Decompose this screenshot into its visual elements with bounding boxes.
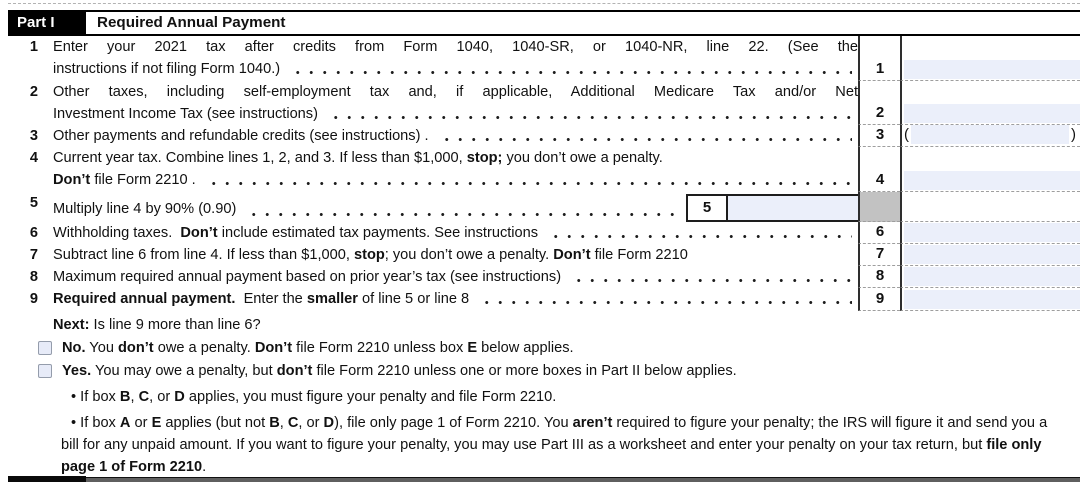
line-2-text — [8, 81, 858, 125]
text: , — [130, 389, 139, 405]
line-2-amount-field[interactable] — [904, 104, 1080, 123]
line-3-amount-cell — [900, 125, 1080, 147]
form-line-5 — [8, 192, 1080, 222]
line-1-amount-cell — [900, 36, 1080, 81]
line-6-amount-cell — [900, 222, 1080, 244]
text: file Form 2210 . — [90, 172, 196, 188]
bold-text: D — [174, 389, 185, 405]
text-line-content — [53, 288, 469, 310]
bold-text: aren’t — [572, 415, 613, 431]
bold-text: Yes. — [62, 363, 92, 379]
line-2-item-number: 2 — [29, 84, 38, 100]
text: , — [279, 415, 288, 431]
text-line-content — [53, 58, 280, 80]
line-6-box-number: 6 — [858, 222, 900, 244]
bullet-item — [61, 412, 1052, 478]
text: Multiply line 4 by 90% (0.90) — [53, 201, 237, 217]
line-7-amount-field[interactable] — [904, 245, 1080, 264]
line-1-box-number: 1 — [858, 36, 900, 81]
line-5-item-number: 5 — [29, 195, 38, 211]
text-line — [53, 125, 858, 147]
yes-checkbox[interactable] — [38, 364, 52, 378]
next-question — [8, 314, 1080, 336]
yes-label — [62, 360, 1080, 382]
line-8-amount-cell — [900, 266, 1080, 288]
text-line-content — [53, 266, 561, 288]
text-line — [53, 58, 858, 80]
dot-leader — [243, 200, 680, 222]
no-option-row — [8, 337, 1080, 359]
line-9-amount-field[interactable] — [904, 290, 1080, 309]
open-paren: ( — [904, 126, 909, 143]
line-7-box-number: 7 — [858, 244, 900, 266]
dot-leader — [287, 58, 852, 80]
text: include estimated tax payments. See instructions — [217, 225, 539, 241]
line-7-item-number: 7 — [29, 247, 38, 263]
next-options — [8, 337, 1080, 382]
line-5-inline-number: 5 — [688, 196, 728, 220]
text: • If box — [71, 415, 120, 431]
text: , or — [149, 389, 175, 405]
bold-text: don’t — [118, 340, 154, 356]
bold-text: E — [467, 340, 478, 356]
line-7-amount-cell — [900, 244, 1080, 266]
bold-text: C — [287, 415, 299, 431]
text: Investment Income Tax (see instructions) — [53, 106, 318, 122]
part1-label: Part I — [8, 12, 86, 34]
text: file Form 2210 unless box — [292, 340, 468, 356]
page-top-divider — [8, 3, 1080, 4]
bold-text: B — [269, 415, 280, 431]
close-paren: ) — [1071, 126, 1076, 143]
form-line-4 — [8, 147, 1080, 192]
bold-text: smaller — [306, 291, 358, 307]
line-5-amount-cell — [900, 192, 1080, 222]
text: Subtract line 6 from line 4. If less than $1,000, — [53, 247, 354, 263]
line-1-item-number: 1 — [29, 39, 38, 55]
bold-text: D — [323, 415, 335, 431]
line-8-item-number: 8 — [29, 269, 38, 285]
part1-header — [8, 10, 1080, 36]
text: file Form 2210 unless one or more boxes in Part II below applies. — [312, 363, 737, 379]
text: instructions if not filing Form 1040.) — [53, 61, 281, 77]
line-4-amount-cell — [900, 147, 1080, 192]
bold-text: Required annual payment. — [53, 291, 236, 307]
part2-label-stub — [8, 476, 86, 482]
text: Is line 9 more than line 6? — [89, 317, 261, 333]
bold-text: A — [119, 415, 131, 431]
text-line-content — [53, 103, 318, 125]
text-line-content — [53, 169, 196, 191]
text: ), file only page 1 of Form 2210. You — [334, 415, 573, 431]
bold-text: Don’t — [180, 225, 218, 241]
text: Enter your 2021 tax after credits from Form 1040, 1040-SR, or 1040-NR, line 22. (See the — [53, 39, 858, 55]
text: Current year tax. Combine lines 1, 2, and 3. If less than $1,000, — [53, 150, 467, 166]
text-line-content — [53, 222, 538, 244]
bold-text: file only page 1 of Form 2210 — [61, 437, 1046, 475]
text: Other taxes, including self-employment tax and, if applicable, Additional Medicare Tax and/or Net — [53, 84, 858, 100]
text: • If box — [71, 389, 120, 405]
text: below applies. — [477, 340, 574, 356]
line-4-text — [8, 147, 858, 192]
text: You — [85, 340, 118, 356]
form-line-2 — [8, 81, 1080, 125]
text: you don’t owe a penalty. — [502, 150, 663, 166]
line-5-inline-box — [686, 194, 858, 222]
text: Maximum required annual payment based on prior year’s tax (see instructions) — [53, 269, 562, 285]
part1-table — [8, 36, 1080, 311]
text: or — [130, 415, 152, 431]
line-8-box-number: 8 — [858, 266, 900, 288]
bold-text: Don’t — [553, 247, 591, 263]
dot-leader — [568, 266, 852, 288]
instruction-bullets — [8, 386, 1080, 478]
line-2-amount-cell — [900, 81, 1080, 125]
dot-leader — [203, 169, 852, 191]
line-4-item-number: 4 — [29, 150, 38, 166]
line-9-amount-cell — [900, 288, 1080, 311]
text-line — [53, 244, 858, 266]
line-9-text — [8, 288, 858, 311]
bold-text: Next: — [53, 317, 90, 333]
part2-header-stub — [8, 476, 1080, 482]
text: applies (but not — [161, 415, 270, 431]
line-3-item-number: 3 — [29, 128, 38, 144]
line-6-amount-field[interactable] — [904, 223, 1080, 242]
line-2-box-number: 2 — [858, 81, 900, 125]
text: applies, you must figure your penalty and file Form 2210. — [184, 389, 557, 405]
form-line-9 — [8, 288, 1080, 311]
dot-leader — [436, 125, 852, 147]
bullet-item — [61, 386, 1052, 408]
text: of line 5 or line 8 — [357, 291, 470, 307]
dot-leader — [325, 103, 852, 125]
text-line — [53, 266, 858, 288]
line-3-box-number: 3 — [858, 125, 900, 147]
line-7-text — [8, 244, 858, 266]
line-6-text — [8, 222, 858, 244]
line-1-text — [8, 36, 858, 81]
form-line-6 — [8, 222, 1080, 244]
part2-bar-stub — [86, 477, 1080, 482]
line-6-item-number: 6 — [29, 225, 38, 241]
line-3-text — [8, 125, 858, 147]
text-line — [53, 169, 858, 191]
form-line-1 — [8, 36, 1080, 81]
text-line — [53, 81, 858, 103]
text: . — [202, 459, 207, 475]
text-line — [53, 222, 858, 244]
text-line-content — [53, 125, 429, 147]
text: required to figure your penalty; the IRS will figure it and send you a bill for any unpaid amount. If you want to figure your penalty, you may use Part III as a worksheet and enter your penalty on your tax return, but — [61, 415, 1052, 453]
line-9-box-number: 9 — [858, 288, 900, 311]
bold-text: No. — [62, 340, 86, 356]
bold-text: C — [138, 389, 150, 405]
line-5-amount-field[interactable] — [728, 196, 858, 220]
bold-text: E — [151, 415, 162, 431]
text: owe a penalty. — [153, 340, 255, 356]
text: file Form 2210 — [590, 247, 688, 263]
text-line — [53, 192, 858, 222]
dot-leader — [476, 288, 852, 310]
text-line — [53, 103, 858, 125]
form-line-7 — [8, 244, 1080, 266]
yes-option-row — [8, 360, 1080, 382]
text: , or — [298, 415, 324, 431]
text-line — [53, 36, 858, 58]
bold-text: stop — [353, 247, 385, 263]
text: ; you don’t owe a penalty. — [384, 247, 554, 263]
text-line — [53, 288, 858, 310]
text: Withholding taxes. — [53, 225, 181, 241]
bold-text: Don’t — [254, 340, 293, 356]
line-3-amount-field[interactable] — [911, 125, 1069, 144]
line-1-amount-field[interactable] — [904, 60, 1080, 79]
line-5-box-number — [858, 192, 900, 222]
bold-text: stop; — [466, 150, 503, 166]
text-line-content — [53, 196, 236, 222]
no-checkbox[interactable] — [38, 341, 52, 355]
part1-title: Required Annual Payment — [97, 14, 286, 31]
line-4-box-number: 4 — [858, 147, 900, 192]
form-line-8 — [8, 266, 1080, 288]
line-8-amount-field[interactable] — [904, 267, 1080, 286]
line-5-text — [8, 192, 858, 222]
text: You may owe a penalty, but — [91, 363, 277, 379]
bold-text: B — [119, 389, 131, 405]
text-line — [53, 147, 858, 169]
line-9-item-number: 9 — [29, 291, 38, 307]
text: Enter the — [235, 291, 307, 307]
dot-leader — [545, 222, 852, 244]
no-label — [62, 337, 1080, 359]
form-line-3 — [8, 125, 1080, 147]
line-4-amount-field[interactable] — [904, 171, 1080, 190]
bold-text: don’t — [276, 363, 313, 379]
bold-text: Don’t — [53, 172, 91, 188]
text: Other payments and refundable credits (see instructions) . — [53, 128, 429, 144]
line-8-text — [8, 266, 858, 288]
